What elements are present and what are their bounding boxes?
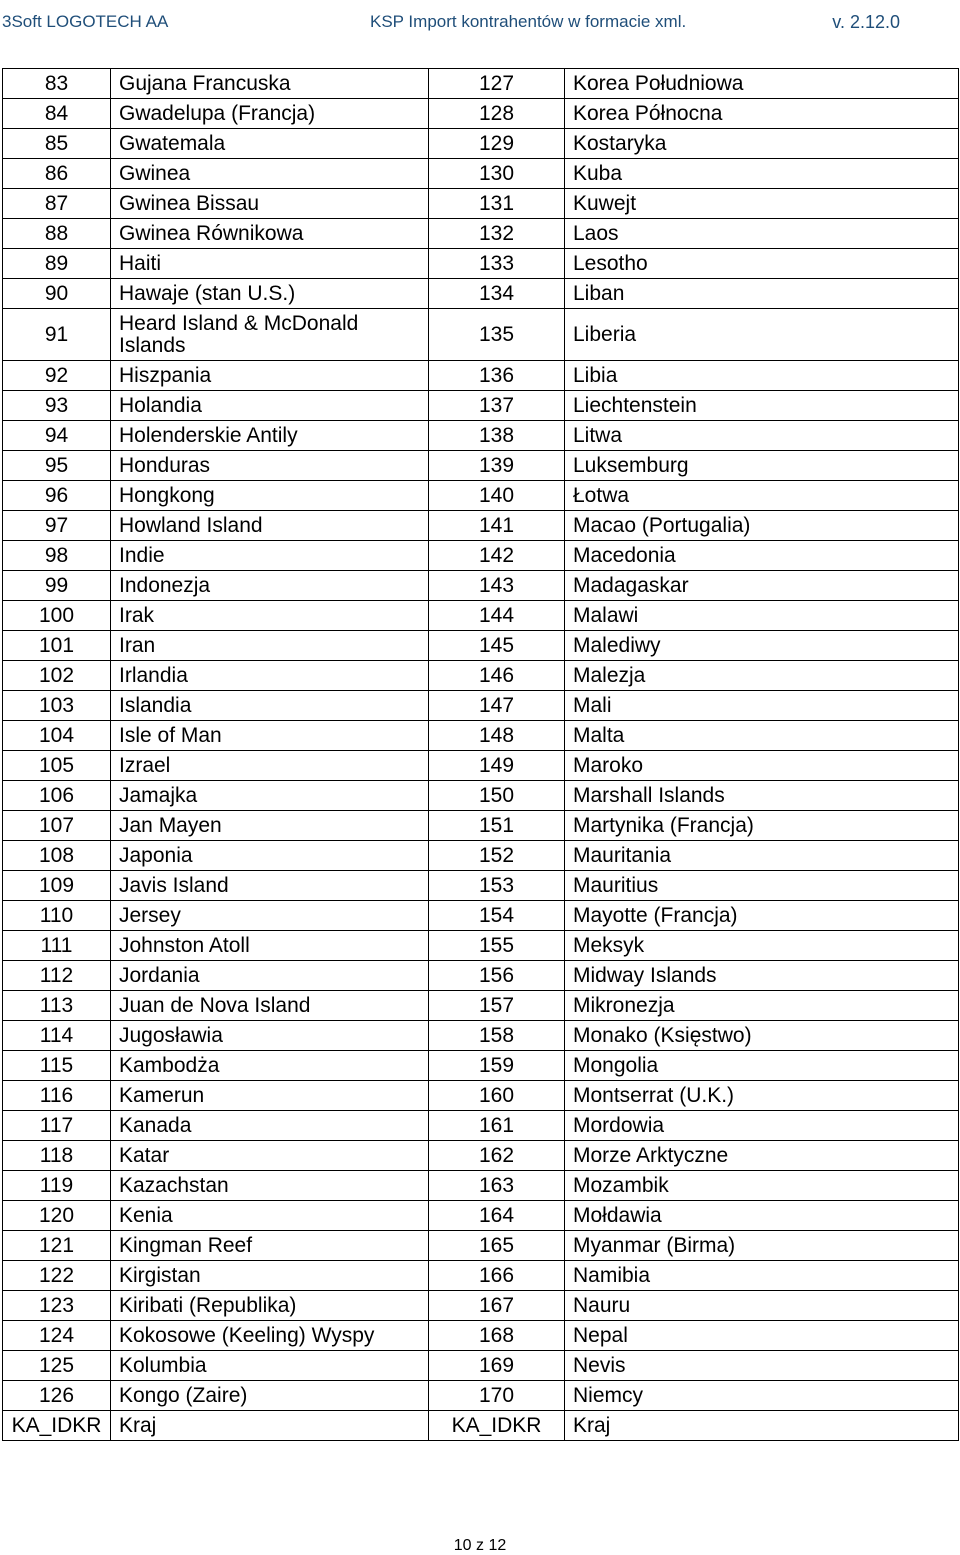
country-cell-left: Gwinea Równikowa <box>111 219 429 249</box>
country-cell-right: Malawi <box>565 601 959 631</box>
code-cell-right: 143 <box>429 571 565 601</box>
country-cell-right: Maroko <box>565 751 959 781</box>
country-cell-left: Gujana Francuska <box>111 69 429 99</box>
code-cell-left: KA_IDKR <box>3 1411 111 1441</box>
code-cell-right: 144 <box>429 601 565 631</box>
code-cell-left: 121 <box>3 1231 111 1261</box>
country-cell-left: Kanada <box>111 1111 429 1141</box>
code-cell-left: 88 <box>3 219 111 249</box>
country-cell-left: Javis Island <box>111 871 429 901</box>
country-cell-left: Kambodża <box>111 1051 429 1081</box>
code-cell-right: 156 <box>429 961 565 991</box>
table-row <box>3 1051 959 1081</box>
country-cell-right: Nauru <box>565 1291 959 1321</box>
country-cell-left: Jordania <box>111 961 429 991</box>
table-row <box>3 841 959 871</box>
country-cell-left: Jersey <box>111 901 429 931</box>
country-cell-right: Meksyk <box>565 931 959 961</box>
code-cell-left: 105 <box>3 751 111 781</box>
code-cell-left: 98 <box>3 541 111 571</box>
company-name: 3Soft LOGOTECH AA <box>2 12 169 31</box>
country-cell-left: Iran <box>111 631 429 661</box>
country-cell-right: Mongolia <box>565 1051 959 1081</box>
table-row <box>3 1291 959 1321</box>
code-cell-left: 120 <box>3 1201 111 1231</box>
country-cell-right: Kuwejt <box>565 189 959 219</box>
country-cell-right: Łotwa <box>565 481 959 511</box>
code-cell-left: 86 <box>3 159 111 189</box>
code-cell-right: 152 <box>429 841 565 871</box>
code-cell-right: 150 <box>429 781 565 811</box>
code-cell-right: 140 <box>429 481 565 511</box>
country-cell-right: Mali <box>565 691 959 721</box>
country-cell-left: Hawaje (stan U.S.) <box>111 279 429 309</box>
code-cell-right: 135 <box>429 309 565 361</box>
country-cell-left: Kolumbia <box>111 1351 429 1381</box>
code-cell-left: 91 <box>3 309 111 361</box>
code-cell-left: 92 <box>3 361 111 391</box>
country-cell-left: Jamajka <box>111 781 429 811</box>
table-row <box>3 1171 959 1201</box>
country-cell-right: Martynika (Francja) <box>565 811 959 841</box>
country-cell-right: Macao (Portugalia) <box>565 511 959 541</box>
country-cell-right: Lesotho <box>565 249 959 279</box>
code-cell-right: 167 <box>429 1291 565 1321</box>
code-cell-right: 139 <box>429 451 565 481</box>
country-cell-right: Liechtenstein <box>565 391 959 421</box>
country-code-table <box>2 68 959 1441</box>
code-cell-left: 115 <box>3 1051 111 1081</box>
table-row <box>3 279 959 309</box>
country-cell-left: Kongo (Zaire) <box>111 1381 429 1411</box>
table-row <box>3 781 959 811</box>
country-cell-right: Liberia <box>565 309 959 361</box>
table-row <box>3 69 959 99</box>
table-row <box>3 901 959 931</box>
code-cell-left: 108 <box>3 841 111 871</box>
table-row <box>3 721 959 751</box>
country-cell-right: Malezja <box>565 661 959 691</box>
code-cell-right: 131 <box>429 189 565 219</box>
country-cell-right: Laos <box>565 219 959 249</box>
code-cell-right: 164 <box>429 1201 565 1231</box>
code-cell-left: 93 <box>3 391 111 421</box>
country-cell-left: Kiribati (Republika) <box>111 1291 429 1321</box>
country-cell-left: Izrael <box>111 751 429 781</box>
country-cell-left: Jan Mayen <box>111 811 429 841</box>
code-cell-right: 165 <box>429 1231 565 1261</box>
code-cell-left: 104 <box>3 721 111 751</box>
country-cell-right: Madagaskar <box>565 571 959 601</box>
code-cell-right: 132 <box>429 219 565 249</box>
code-cell-right: 138 <box>429 421 565 451</box>
country-cell-left: Kazachstan <box>111 1171 429 1201</box>
code-cell-right: 153 <box>429 871 565 901</box>
code-cell-left: 84 <box>3 99 111 129</box>
code-cell-right: 158 <box>429 1021 565 1051</box>
table-row <box>3 691 959 721</box>
table-row <box>3 811 959 841</box>
country-cell-left: Johnston Atoll <box>111 931 429 961</box>
code-cell-left: 123 <box>3 1291 111 1321</box>
table-row <box>3 421 959 451</box>
country-cell-right: Luksemburg <box>565 451 959 481</box>
code-cell-right: 154 <box>429 901 565 931</box>
code-cell-right: 128 <box>429 99 565 129</box>
code-cell-left: 111 <box>3 931 111 961</box>
table-row <box>3 1081 959 1111</box>
country-cell-left: Gwadelupa (Francja) <box>111 99 429 129</box>
country-cell-left: Hongkong <box>111 481 429 511</box>
table-row <box>3 391 959 421</box>
code-cell-right: 148 <box>429 721 565 751</box>
country-cell-left: Irak <box>111 601 429 631</box>
code-cell-left: 124 <box>3 1321 111 1351</box>
code-cell-left: 126 <box>3 1381 111 1411</box>
code-cell-right: 160 <box>429 1081 565 1111</box>
code-cell-right: KA_IDKR <box>429 1411 565 1441</box>
country-cell-right: Marshall Islands <box>565 781 959 811</box>
table-row <box>3 631 959 661</box>
country-cell-left: Kingman Reef <box>111 1231 429 1261</box>
country-cell-right: Montserrat (U.K.) <box>565 1081 959 1111</box>
country-cell-left: Katar <box>111 1141 429 1171</box>
code-cell-left: 103 <box>3 691 111 721</box>
code-cell-right: 146 <box>429 661 565 691</box>
country-cell-right: Korea Północna <box>565 99 959 129</box>
code-cell-left: 117 <box>3 1111 111 1141</box>
country-cell-left: Kamerun <box>111 1081 429 1111</box>
country-cell-left: Kokosowe (Keeling) Wyspy <box>111 1321 429 1351</box>
table-row <box>3 1411 959 1441</box>
country-cell-right: Namibia <box>565 1261 959 1291</box>
code-cell-right: 166 <box>429 1261 565 1291</box>
country-cell-right: Mikronezja <box>565 991 959 1021</box>
country-cell-left: Howland Island <box>111 511 429 541</box>
code-cell-left: 99 <box>3 571 111 601</box>
code-cell-left: 97 <box>3 511 111 541</box>
table-row <box>3 189 959 219</box>
code-cell-right: 133 <box>429 249 565 279</box>
country-cell-right: Mozambik <box>565 1171 959 1201</box>
table-row <box>3 541 959 571</box>
country-cell-right: Malediwy <box>565 631 959 661</box>
table-row <box>3 361 959 391</box>
country-cell-left: Juan de Nova Island <box>111 991 429 1021</box>
country-cell-right: Morze Arktyczne <box>565 1141 959 1171</box>
code-cell-right: 147 <box>429 691 565 721</box>
country-cell-right: Nevis <box>565 1351 959 1381</box>
code-cell-left: 90 <box>3 279 111 309</box>
country-cell-left: Honduras <box>111 451 429 481</box>
country-cell-right: Nepal <box>565 1321 959 1351</box>
document-title: KSP Import kontrahentów w formacie xml. <box>370 12 687 31</box>
table-row <box>3 1021 959 1051</box>
table-row <box>3 661 959 691</box>
code-cell-left: 110 <box>3 901 111 931</box>
table-row <box>3 481 959 511</box>
code-cell-right: 141 <box>429 511 565 541</box>
country-cell-right: Liban <box>565 279 959 309</box>
code-cell-right: 136 <box>429 361 565 391</box>
table-row <box>3 1201 959 1231</box>
country-cell-left: Japonia <box>111 841 429 871</box>
code-cell-left: 116 <box>3 1081 111 1111</box>
table-row <box>3 511 959 541</box>
country-cell-right: Myanmar (Birma) <box>565 1231 959 1261</box>
code-cell-right: 149 <box>429 751 565 781</box>
code-cell-right: 129 <box>429 129 565 159</box>
country-cell-right: Mayotte (Francja) <box>565 901 959 931</box>
code-cell-left: 109 <box>3 871 111 901</box>
table-row <box>3 309 959 361</box>
version-label: v. 2.12.0 <box>832 12 900 32</box>
table-row <box>3 1111 959 1141</box>
country-cell-left: Gwinea <box>111 159 429 189</box>
country-cell-left: Irlandia <box>111 661 429 691</box>
country-cell-left: Kirgistan <box>111 1261 429 1291</box>
country-cell-right: Malta <box>565 721 959 751</box>
country-cell-right: Mołdawia <box>565 1201 959 1231</box>
code-cell-left: 100 <box>3 601 111 631</box>
country-cell-left: Heard Island & McDonald Islands <box>111 309 429 361</box>
code-cell-right: 130 <box>429 159 565 189</box>
code-cell-left: 106 <box>3 781 111 811</box>
country-cell-right: Niemcy <box>565 1381 959 1411</box>
table-row <box>3 871 959 901</box>
country-cell-left: Indie <box>111 541 429 571</box>
code-cell-right: 168 <box>429 1321 565 1351</box>
table-row <box>3 571 959 601</box>
country-cell-left: Gwinea Bissau <box>111 189 429 219</box>
table-row <box>3 1141 959 1171</box>
code-cell-left: 118 <box>3 1141 111 1171</box>
code-cell-left: 102 <box>3 661 111 691</box>
country-cell-right: Kraj <box>565 1411 959 1441</box>
page-header <box>0 6 960 40</box>
table-row <box>3 961 959 991</box>
country-cell-right: Kostaryka <box>565 129 959 159</box>
country-cell-left: Gwatemala <box>111 129 429 159</box>
country-cell-right: Mauritania <box>565 841 959 871</box>
country-cell-right: Litwa <box>565 421 959 451</box>
code-cell-left: 113 <box>3 991 111 1021</box>
country-cell-left: Isle of Man <box>111 721 429 751</box>
code-cell-left: 87 <box>3 189 111 219</box>
code-cell-right: 137 <box>429 391 565 421</box>
country-cell-right: Libia <box>565 361 959 391</box>
country-cell-left: Holandia <box>111 391 429 421</box>
country-cell-left: Haiti <box>111 249 429 279</box>
table-row <box>3 1261 959 1291</box>
code-cell-left: 95 <box>3 451 111 481</box>
code-cell-right: 161 <box>429 1111 565 1141</box>
country-cell-left: Kenia <box>111 1201 429 1231</box>
code-cell-right: 142 <box>429 541 565 571</box>
country-cell-right: Midway Islands <box>565 961 959 991</box>
table-row <box>3 1231 959 1261</box>
table-row <box>3 1381 959 1411</box>
country-cell-left: Hiszpania <box>111 361 429 391</box>
code-cell-right: 134 <box>429 279 565 309</box>
table-row <box>3 601 959 631</box>
code-cell-right: 163 <box>429 1171 565 1201</box>
table-row <box>3 129 959 159</box>
table-row <box>3 99 959 129</box>
code-cell-left: 94 <box>3 421 111 451</box>
country-cell-right: Macedonia <box>565 541 959 571</box>
code-cell-left: 96 <box>3 481 111 511</box>
country-cell-right: Monako (Księstwo) <box>565 1021 959 1051</box>
code-cell-left: 119 <box>3 1171 111 1201</box>
table-row <box>3 451 959 481</box>
country-cell-right: Korea Południowa <box>565 69 959 99</box>
code-cell-left: 125 <box>3 1351 111 1381</box>
page-number: 10 z 12 <box>453 1537 507 1554</box>
code-cell-left: 112 <box>3 961 111 991</box>
country-cell-left: Jugosławia <box>111 1021 429 1051</box>
code-cell-right: 169 <box>429 1351 565 1381</box>
code-cell-right: 145 <box>429 631 565 661</box>
table-row <box>3 991 959 1021</box>
code-cell-left: 89 <box>3 249 111 279</box>
table-row <box>3 751 959 781</box>
country-cell-right: Mauritius <box>565 871 959 901</box>
code-cell-right: 127 <box>429 69 565 99</box>
code-cell-left: 107 <box>3 811 111 841</box>
code-cell-right: 157 <box>429 991 565 1021</box>
code-cell-left: 85 <box>3 129 111 159</box>
country-cell-left: Holenderskie Antily <box>111 421 429 451</box>
table-row <box>3 931 959 961</box>
table-row <box>3 159 959 189</box>
country-cell-right: Mordowia <box>565 1111 959 1141</box>
code-cell-left: 83 <box>3 69 111 99</box>
code-cell-right: 162 <box>429 1141 565 1171</box>
table-row <box>3 1321 959 1351</box>
table-row <box>3 1351 959 1381</box>
country-cell-right: Kuba <box>565 159 959 189</box>
code-cell-left: 114 <box>3 1021 111 1051</box>
table-row <box>3 249 959 279</box>
country-cell-left: Indonezja <box>111 571 429 601</box>
country-cell-left: Islandia <box>111 691 429 721</box>
code-cell-left: 101 <box>3 631 111 661</box>
table-row <box>3 219 959 249</box>
code-cell-right: 170 <box>429 1381 565 1411</box>
code-cell-left: 122 <box>3 1261 111 1291</box>
code-cell-right: 155 <box>429 931 565 961</box>
code-cell-right: 159 <box>429 1051 565 1081</box>
code-cell-right: 151 <box>429 811 565 841</box>
country-cell-left: Kraj <box>111 1411 429 1441</box>
